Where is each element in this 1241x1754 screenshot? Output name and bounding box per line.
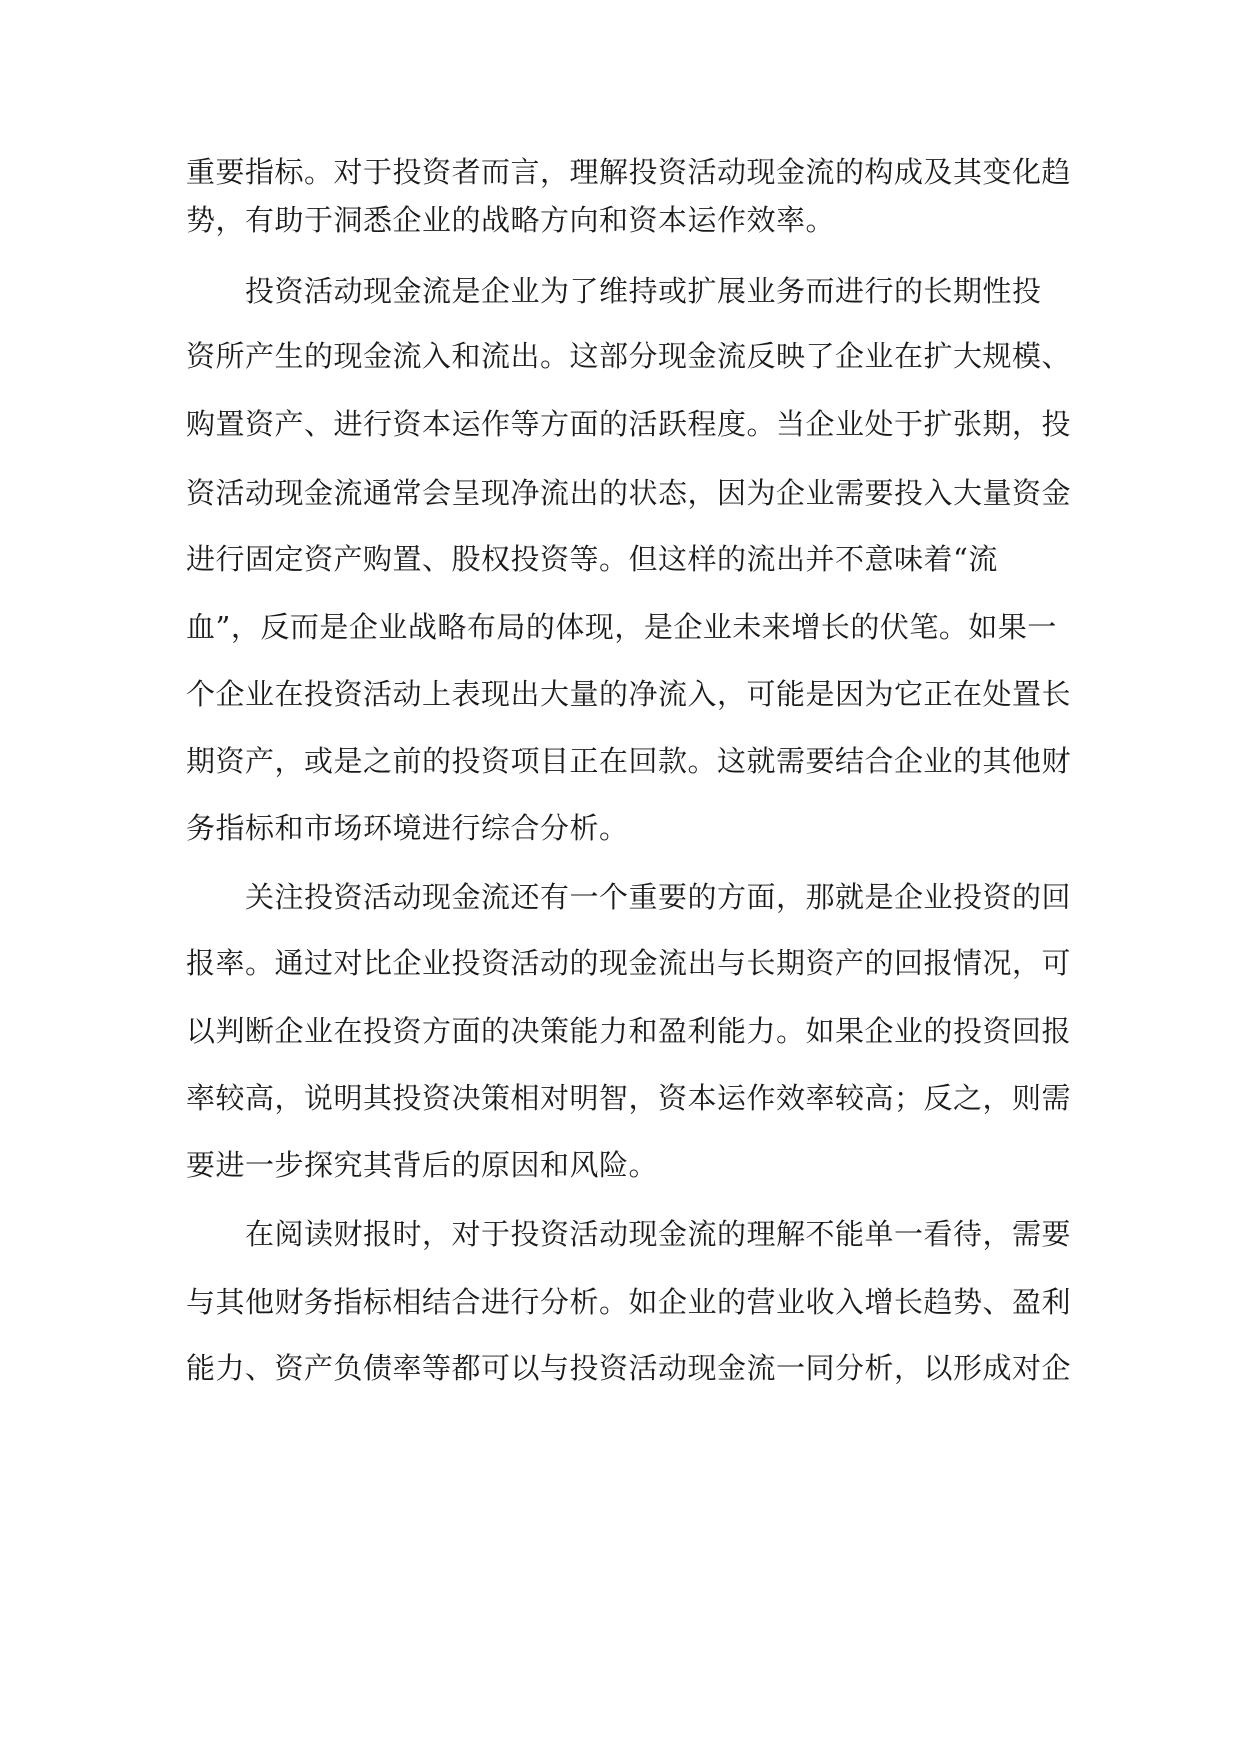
paragraph-first-line: 投资活动现金流是企业为了维持或扩展业务而进行的长期性投 <box>245 274 1042 308</box>
text-line: 与其他财务指标相结合进行分析。如企业的营业收入增长趋势、盈利 <box>186 1285 1072 1319</box>
text-line: 资所产生的现金流入和流出。这部分现金流反映了企业在扩大规模、 <box>186 339 1072 373</box>
text-line: 购置资产、进行资本运作等方面的活跃程度。当企业处于扩张期，投 <box>186 407 1072 441</box>
text-line: 能力、资产负债率等都可以与投资活动现金流一同分析，以形成对企 <box>186 1351 1072 1385</box>
text-line: 血”，反而是企业战略布局的体现，是企业未来增长的伏笔。如果一 <box>186 610 1057 644</box>
text-line: 率较高，说明其投资决策相对明智，资本运作效率较高；反之，则需 <box>186 1081 1072 1115</box>
text-line: 务指标和市场环境进行综合分析。 <box>186 811 629 845</box>
text-line: 势，有助于洞悉企业的战略方向和资本运作效率。 <box>186 203 836 237</box>
text-line: 以判断企业在投资方面的决策能力和盈利能力。如果企业的投资回报 <box>186 1014 1072 1048</box>
text-line: 期资产，或是之前的投资项目正在回款。这就需要结合企业的其他财 <box>186 744 1072 778</box>
text-line: 要进一步探究其背后的原因和风险。 <box>186 1148 659 1182</box>
paragraph-first-line: 关注投资活动现金流还有一个重要的方面，那就是企业投资的回 <box>245 880 1072 914</box>
text-line: 报率。通过对比企业投资活动的现金流出与长期资产的回报情况，可 <box>186 946 1072 980</box>
text-line: 重要指标。对于投资者而言，理解投资活动现金流的构成及其变化趋 <box>186 155 1072 189</box>
text-line: 个企业在投资活动上表现出大量的净流入，可能是因为它正在处置长 <box>186 677 1072 711</box>
paragraph-first-line: 在阅读财报时，对于投资活动现金流的理解不能单一看待，需要 <box>245 1217 1072 1251</box>
text-line: 进行固定资产购置、股权投资等。但这样的流出并不意味着“流 <box>186 542 998 576</box>
text-line: 资活动现金流通常会呈现净流出的状态，因为企业需要投入大量资金 <box>186 476 1072 510</box>
